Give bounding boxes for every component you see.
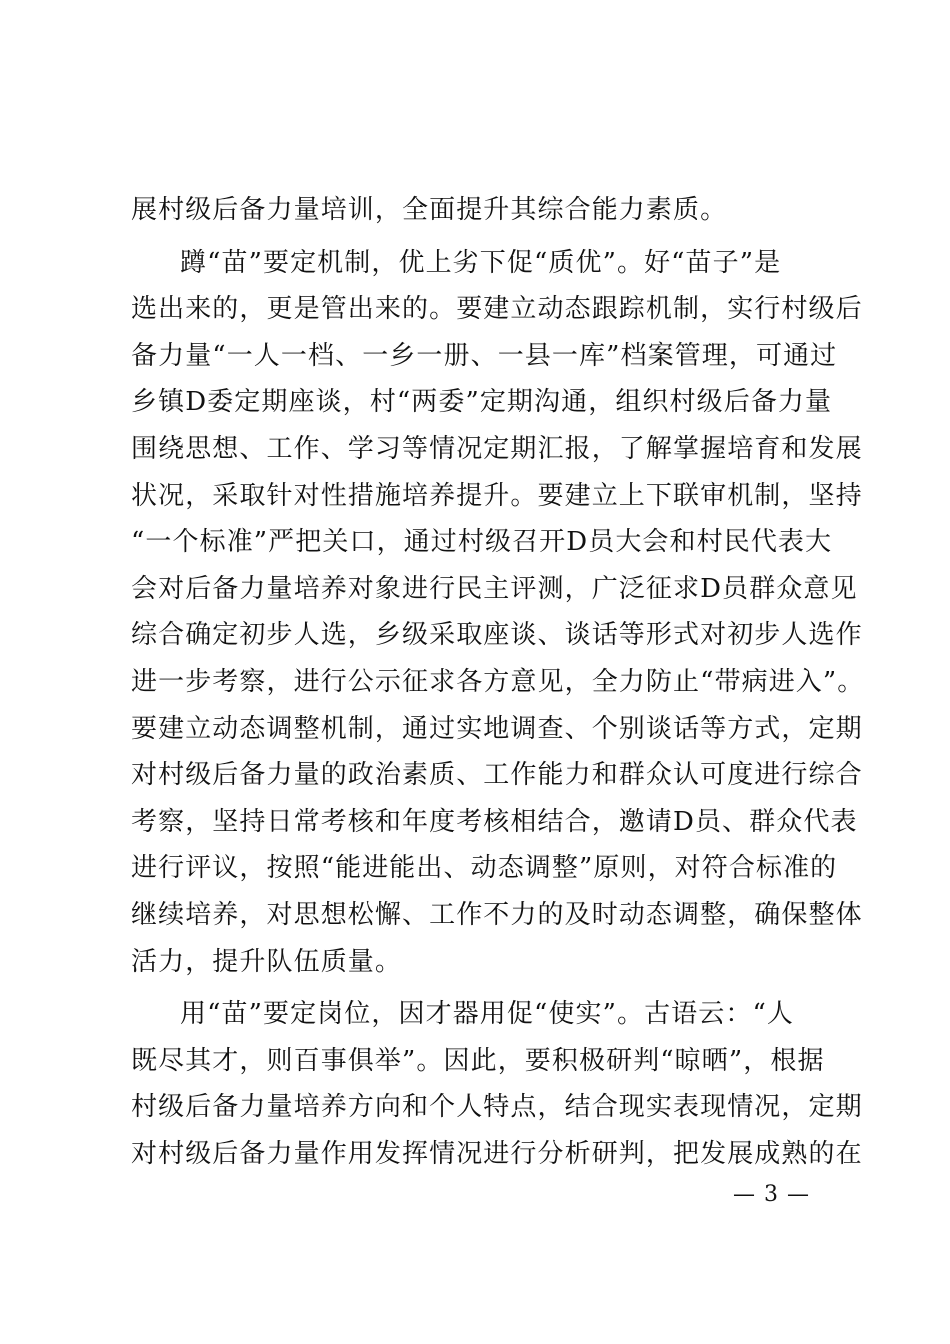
text-line: 继续培养，对思想松懈、工作不力的及时动态调整，确保整体	[131, 899, 863, 930]
text-line: 进行评议，按照“能进能出、动态调整”原则，对符合标准的	[131, 853, 838, 884]
paragraph-first-line: 蹲“苗”要定机制，优上劣下促“质优”。好“苗子”是	[180, 247, 782, 278]
text-line: 乡镇D委定期座谈，村“两委”定期沟通，组织村级后备力量	[131, 387, 833, 418]
page-number: — 3 —	[733, 1182, 810, 1207]
text-line: 会对后备力量培养对象进行民主评测，广泛征求D员群众意见	[131, 573, 858, 604]
text-line: 对村级后备力量的政治素质、工作能力和群众认可度进行综合	[131, 760, 863, 791]
body-text	[131, 187, 865, 1177]
text-line: 考察，坚持日常考核和年度考核相结合，邀请D员、群众代表	[131, 806, 858, 837]
text-line: 进一步考察，进行公示征求各方意见，全力防止“带病进入”。	[131, 666, 865, 697]
text-line: “一个标准”严把关口，通过村级召开D员大会和村民代表大	[131, 527, 833, 558]
text-line: 对村级后备力量作用发挥情况进行分析研判，把发展成熟的在	[131, 1138, 863, 1169]
text-line: 备力量“一人一档、一乡一册、一县一库”档案管理，可通过	[131, 340, 838, 371]
paragraph-first-line: 用“苗”要定岗位，因才器用促“使实”。古语云：“人	[180, 999, 794, 1030]
text-line: 要建立动态调整机制，通过实地调查、个别谈话等方式，定期	[131, 713, 863, 744]
text-line: 选出来的，更是管出来的。要建立动态跟踪机制，实行村级后	[131, 294, 863, 325]
text-line: 既尽其才，则百事俱举”。因此，要积极研判“晾晒”，根据	[131, 1045, 825, 1076]
text-line: 综合确定初步人选，乡级采取座谈、谈话等形式对初步人选作	[131, 620, 863, 651]
text-line: 围绕思想、工作、学习等情况定期汇报，了解掌握培育和发展	[131, 433, 863, 464]
text-line: 村级后备力量培养方向和个人特点，结合现实表现情况，定期	[131, 1092, 863, 1123]
text-line: 展村级后备力量培训，全面提升其综合能力素质。	[131, 195, 728, 225]
text-line: 活力，提升队伍质量。	[131, 946, 403, 977]
text-line: 状况，采取针对性措施培养提升。要建立上下联审机制，坚持	[131, 480, 863, 511]
